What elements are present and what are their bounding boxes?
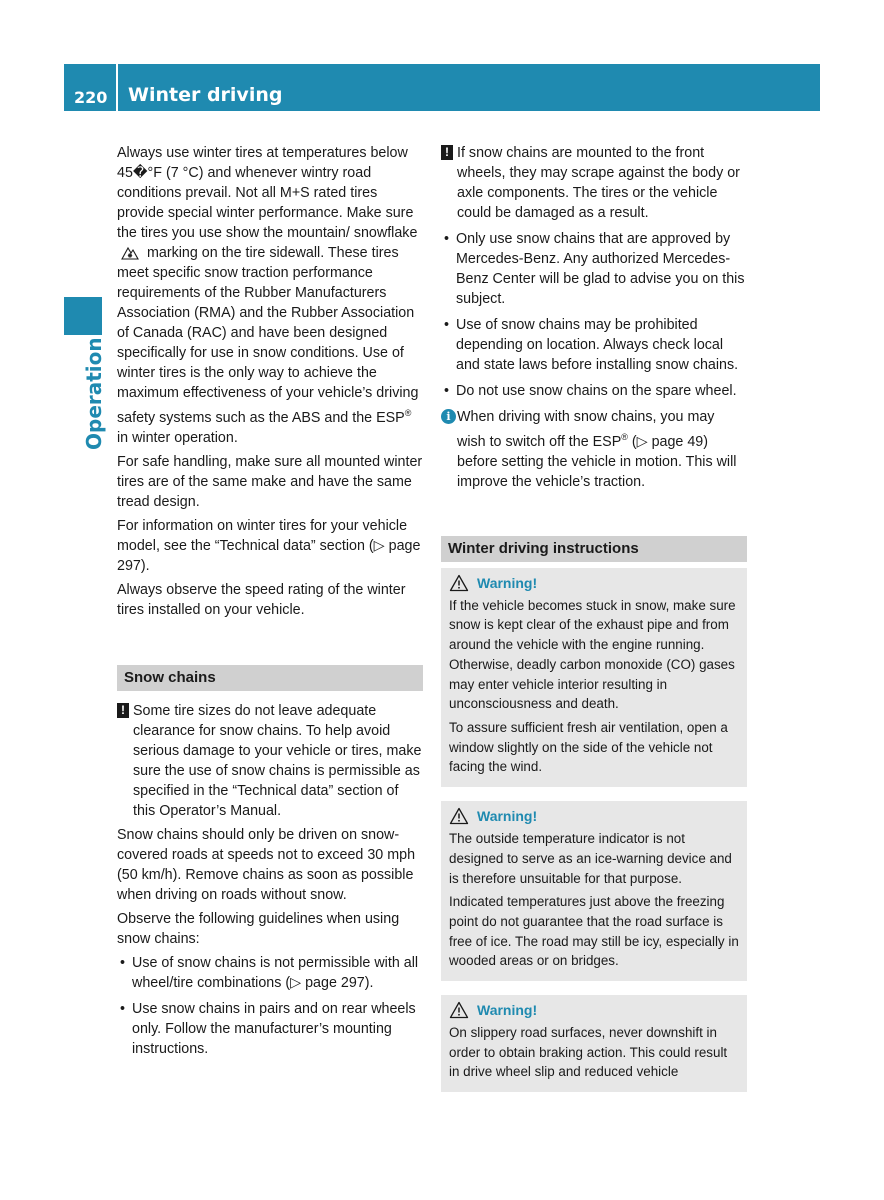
warning-triangle-icon	[449, 1001, 469, 1019]
snow-chains-guidelines-list	[117, 953, 423, 1059]
list-item: • Use of snow chains may be prohibited depending on location. Always check local and state laws before installing snow chains.	[441, 315, 747, 375]
list-item: • Only use snow chains that are approved by Mercedes-Benz. Any authorized Mercedes-Benz Center will be glad to advise you on this subject.	[441, 229, 747, 309]
header-divider	[116, 64, 118, 111]
speed-rating-paragraph: Always observe the speed rating of the winter tires installed on your vehicle.	[117, 581, 406, 618]
snow-chains-heading: Snow chains	[117, 665, 423, 691]
warning-title: Warning!	[477, 1002, 538, 1019]
list-item: • Do not use snow chains on the spare wheel.	[441, 381, 747, 401]
snow-chains-speed-paragraph: Snow chains should only be driven on snow-covered roads at speeds not to exceed 30 mph (50 km/h). Remove chains as soon as possible when driving on roads without snow.	[117, 826, 416, 903]
warning-box: Warning! If the vehicle becomes stuck in snow, make sure snow is kept clear of the exhaust pipe and from around the vehicle with the engine running. Otherwise, deadly carbon monoxide (CO) gases may enter vehicle interior resulting in unconsciousness and death. To assure sufficient fresh air ventilation, open a window slightly on the side of the vehicle not facing the wind.	[441, 568, 747, 787]
list-item: • Use snow chains in pairs and on rear wheels only. Follow the manufacturer’s mounting instructions.	[117, 999, 423, 1059]
section-tab-block	[64, 297, 102, 335]
list-item: • Use of snow chains is not permissible with all wheel/tire combinations (▷ page 297).	[117, 953, 423, 993]
page-number: 220	[74, 88, 108, 107]
winter-tires-paragraph: Always use winter tires at temperatures below 45�°F (7 °C) and whenever wintry road conditions prevail. Not all M+S rated tires provide special winter performance. Make sure the tires you use show the mountain/ snowflake marking on the tire sidewall. These tires meet specific snow traction performance requirements of the Rubber Manufacturers Association (RMA) and the Rubber Association of Canada (RAC) and have been designed specifically for use in snow conditions. Use of winter tires is the only way to achieve the maximum effectiveness of your vehicle’s driving safety systems such as the ABS and the ESP® in winter operation.	[117, 145, 419, 446]
snow-chains-rules-list	[441, 229, 747, 401]
left-column	[117, 143, 423, 1065]
warning-title: Warning!	[477, 808, 538, 825]
guidelines-paragraph: Observe the following guidelines when using snow chains:	[117, 910, 400, 947]
technical-data-paragraph: For information on winter tires for your vehicle model, see the “Technical data” section (▷ page 297).	[117, 517, 421, 574]
front-wheels-note: ! If snow chains are mounted to the front wheels, they may scrape against the body or axle components. The tires or the vehicle could be damaged as a result.	[441, 143, 747, 223]
exclamation-icon: !	[117, 703, 129, 718]
warning-title: Warning!	[477, 574, 538, 591]
info-icon: i	[441, 409, 456, 424]
snow-chains-note: ! Some tire sizes do not leave adequate clearance for snow chains. To help avoid serious damage to your vehicle or tires, make sure the use of snow chains is permissible as specified in the “Technical data” section of this Operator’s Manual.	[117, 701, 423, 821]
warning-triangle-icon	[449, 807, 469, 825]
warning-box: Warning! On slippery road surfaces, never downshift in order to obtain braking action. This could result in drive wheel slip and reduced vehicle	[441, 995, 747, 1092]
page-title: Winter driving	[128, 84, 283, 106]
exclamation-icon: !	[441, 145, 453, 160]
right-column	[441, 143, 747, 1092]
page-header	[64, 64, 820, 111]
section-tab-label: Operation	[82, 337, 106, 450]
winter-driving-instructions-heading: Winter driving instructions	[441, 536, 747, 562]
warning-box: Warning! The outside temperature indicator is not designed to serve as an ice-warning device and is therefore unsuitable for that purpose. Indicated temperatures just above the freezing point do not guarantee that the road surface is free of ice. The road may still be icy, especially in wooded areas or on bridges.	[441, 801, 747, 981]
same-make-paragraph: For safe handling, make sure all mounted winter tires are of the same make and have the same tread design.	[117, 453, 423, 510]
mountain-snowflake-icon	[121, 244, 139, 260]
esp-info-note: i When driving with snow chains, you may wish to switch off the ESP® (▷ page 49) before setting the vehicle in motion. This will improve the vehicle’s traction.	[441, 407, 747, 492]
warning-triangle-icon	[449, 574, 469, 592]
